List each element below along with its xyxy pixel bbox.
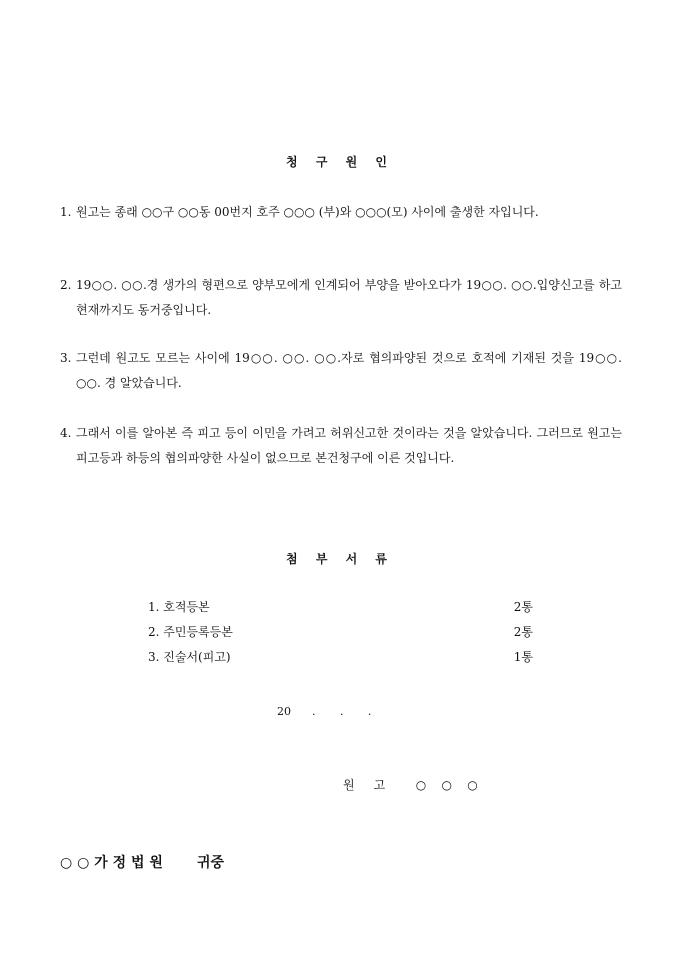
paragraph-text: 원고는 종래 ○○구 ○○동 00번지 호주 ○○○ (부)와 ○○○(모) 사이에 출생한 자입니다. <box>76 205 539 219</box>
paragraph-text: 그래서 이를 알아본 즉 피고 등이 이민을 가려고 허위신고한 것이라는 것을 알았습니다. 그러므로 원고는 피고등과 하등의 협의파양한 사실이 없으므로 본건청구에 이른 것입니다. <box>76 426 622 465</box>
paragraph-text: 그런데 원고도 모르는 사이에 19○○. ○○. ○○.자로 협의파양된 것으로 호적에 기재된 것을 19○○. ○○. 경 알았습니다. <box>76 351 622 390</box>
court-addressee: ○ ○ 가 정 법 원 귀중 <box>60 855 225 871</box>
claim-reasons-title: 청 구 원 인 <box>286 155 394 169</box>
attachment-label: 3. 진술서(피고) <box>148 650 231 664</box>
paragraph-1 <box>60 200 622 225</box>
attachment-label: 1. 호적등본 <box>148 600 210 614</box>
paragraph-number: 3. <box>60 351 72 365</box>
paragraph-2 <box>60 273 622 323</box>
attachment-row <box>148 647 533 667</box>
attachment-row <box>148 622 533 642</box>
attachment-count: 1통 <box>513 650 533 664</box>
plaintiff-signature: 원 고 ○ ○ ○ <box>343 778 478 792</box>
paragraph-4 <box>60 421 622 471</box>
paragraph-text: 19○○. ○○.경 생가의 형편으로 양부모에게 인계되어 부양을 받아오다가 19○○. ○○.입양신고를 하고 현재까지도 동거중입니다. <box>76 278 622 317</box>
attachment-count: 2통 <box>513 600 533 614</box>
date-line: 20 . . . <box>277 705 372 718</box>
attachment-count: 2통 <box>513 625 533 639</box>
attachment-label: 2. 주민등록등본 <box>148 625 233 639</box>
paragraph-number: 4. <box>60 426 72 440</box>
paragraph-3 <box>60 346 622 396</box>
paragraph-number: 1. <box>60 205 72 219</box>
attachment-row <box>148 597 533 617</box>
attachments-title: 첨 부 서 류 <box>286 552 394 566</box>
paragraph-number: 2. <box>60 278 72 292</box>
